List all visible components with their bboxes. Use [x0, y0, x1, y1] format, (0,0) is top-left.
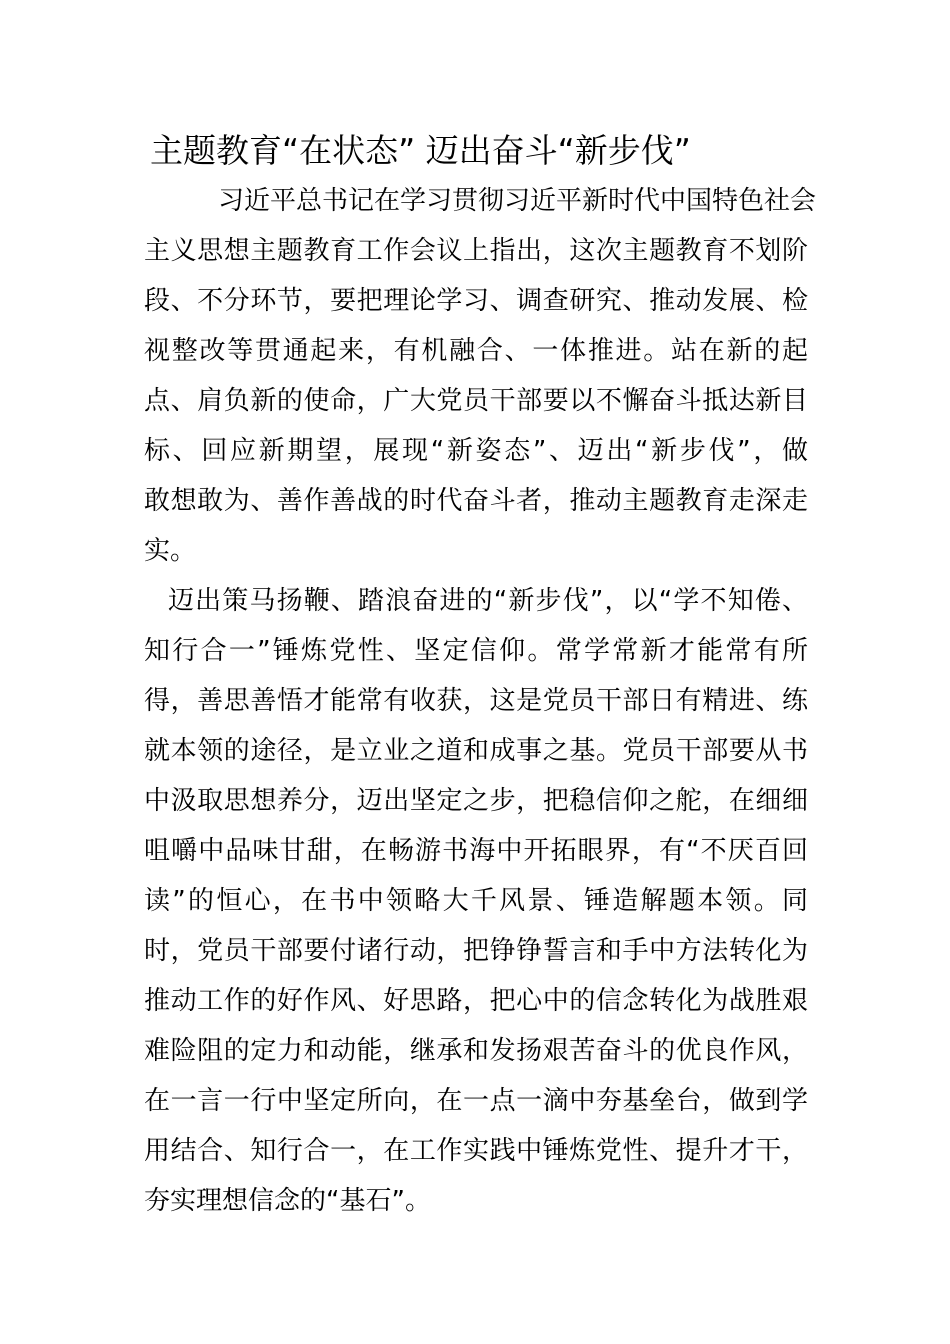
paragraph-line: 就本领的途径，是立业之道和成事之基。党员干部要从书	[144, 736, 808, 766]
paragraph-line: 段、不分环节，要把理论学习、调查研究、推动发展、检	[144, 286, 808, 316]
paragraph-line: 时，党员干部要付诸行动，把铮铮誓言和手中方法转化为	[144, 936, 808, 966]
paragraph-line: 在一言一行中坚定所向，在一点一滴中夯基垒台，做到学	[144, 1086, 808, 1116]
paragraph-line: 迈出策马扬鞭、踏浪奋进的“新步伐”，以“学不知倦、	[168, 586, 808, 616]
document-title: 主题教育“在状态” 迈出奋斗“新步伐”	[150, 131, 691, 170]
paragraph-line: 习近平总书记在学习贯彻习近平新时代中国特色社会	[218, 186, 817, 216]
document-body	[144, 176, 817, 1226]
paragraph-line: 读”的恒心，在书中领略大千风景、锤造解题本领。同	[144, 886, 808, 916]
paragraph-line: 视整改等贯通起来，有机融合、一体推进。站在新的起	[144, 336, 808, 366]
paragraph-line: 点、肩负新的使命，广大党员干部要以不懈奋斗抵达新目	[144, 386, 808, 416]
paragraph-line: 敢想敢为、善作善战的时代奋斗者，推动主题教育走深走	[144, 486, 808, 516]
paragraph-line: 夯实理想信念的“基石”。	[144, 1186, 431, 1216]
paragraph-line: 主义思想主题教育工作会议上指出，这次主题教育不划阶	[144, 236, 808, 266]
paragraph-line: 得，善思善悟才能常有收获，这是党员干部日有精进、练	[144, 686, 808, 716]
paragraph-line: 知行合一”锤炼党性、坚定信仰。常学常新才能常有所	[144, 636, 808, 666]
paragraph-2	[144, 576, 808, 1226]
paragraph-line: 推动工作的好作风、好思路，把心中的信念转化为战胜艰	[144, 986, 808, 1016]
paragraph-line: 用结合、知行合一，在工作实践中锤炼党性、提升才干，	[144, 1136, 808, 1166]
paragraph-line: 标、回应新期望，展现“新姿态”、迈出“新步伐”，做	[144, 436, 808, 466]
paragraph-1	[144, 176, 817, 576]
paragraph-line: 中汲取思想养分，迈出坚定之步，把稳信仰之舵，在细细	[144, 786, 808, 816]
paragraph-line: 难险阻的定力和动能，继承和发扬艰苦奋斗的优良作风，	[144, 1036, 808, 1066]
paragraph-line: 实。	[144, 536, 197, 566]
paragraph-line: 咀嚼中品味甘甜，在畅游书海中开拓眼界，有“不厌百回	[144, 836, 808, 866]
